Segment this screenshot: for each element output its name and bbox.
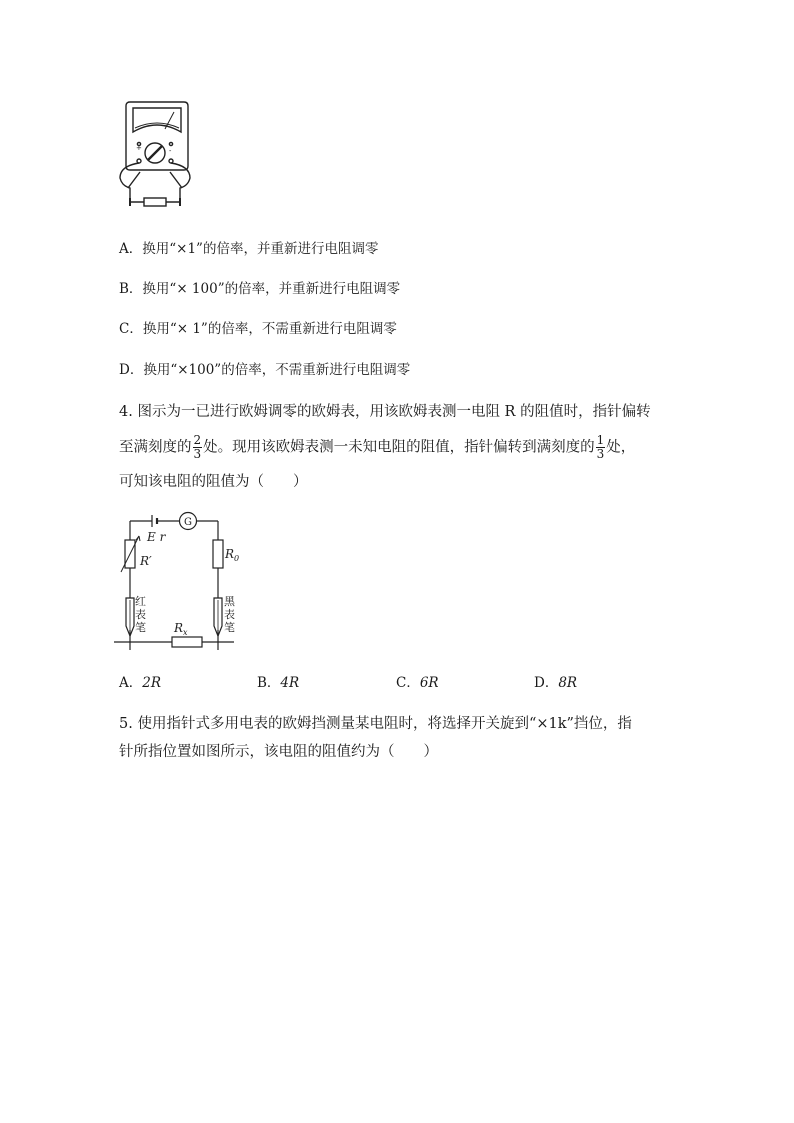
rheostat-label: R′ bbox=[140, 554, 152, 568]
q5-line-2: 针所指位置如图所示，该电阻的阻值约为（ ） bbox=[119, 744, 438, 760]
option-c[interactable] bbox=[119, 320, 397, 338]
battery-label: E r bbox=[147, 530, 166, 544]
q4-line-2-pre: 至满刻度的 bbox=[119, 439, 192, 456]
red-probe-char: 笔 bbox=[135, 621, 146, 634]
black-probe-char: 黑 bbox=[224, 595, 235, 608]
galvanometer-label: G bbox=[184, 517, 192, 528]
option-text: 换用“×100”的倍率，不需重新进行电阻调零 bbox=[143, 362, 411, 378]
choice-value: 4R bbox=[280, 675, 300, 691]
fraction-denominator: 3 bbox=[596, 447, 605, 461]
option-label: C． bbox=[119, 321, 143, 337]
red-probe-char: 表 bbox=[135, 608, 146, 621]
option-b[interactable] bbox=[119, 280, 400, 298]
red-probe-char: 红 bbox=[135, 595, 146, 608]
option-label: D． bbox=[119, 362, 144, 378]
choice-d[interactable] bbox=[534, 674, 577, 692]
svg-text:+: + bbox=[136, 144, 142, 152]
fraction-denominator: 3 bbox=[193, 447, 202, 461]
choice-b[interactable] bbox=[257, 674, 299, 692]
rx-label-subscript: x bbox=[183, 628, 188, 637]
r0-label-subscript: 0 bbox=[234, 554, 240, 563]
fraction-one-third bbox=[596, 434, 606, 461]
black-probe-char: 表 bbox=[224, 608, 235, 621]
ohmmeter-circuit bbox=[110, 508, 250, 660]
black-probe-label bbox=[224, 595, 239, 634]
rx-label: $R_x$ bbox=[174, 621, 188, 637]
choice-value: 2R bbox=[142, 675, 162, 691]
option-text: 换用“× 1”的倍率，不需重新进行电阻调零 bbox=[142, 321, 397, 337]
fraction-numerator: 2 bbox=[193, 433, 202, 447]
r0-label: $R_0$ bbox=[225, 547, 240, 563]
choice-value: 8R bbox=[558, 675, 578, 691]
option-a[interactable] bbox=[119, 240, 378, 258]
option-label: B． bbox=[119, 281, 143, 297]
option-label: A． bbox=[119, 241, 143, 257]
q5-line-1: 5. 使用指针式多用电表的欧姆挡测量某电阻时，将选择开关旋到“×1k”挡位，指 bbox=[119, 716, 632, 732]
choice-value: 6R bbox=[419, 675, 439, 691]
choice-a[interactable] bbox=[119, 674, 161, 692]
option-d[interactable] bbox=[119, 361, 410, 379]
black-probe-char: 笔 bbox=[224, 621, 235, 634]
fraction-numerator: 1 bbox=[596, 433, 605, 447]
q4-line-2 bbox=[119, 434, 635, 461]
choice-label: D． bbox=[534, 675, 559, 691]
option-text: 换用“×1”的倍率，并重新进行电阻调零 bbox=[142, 241, 379, 257]
choice-c[interactable] bbox=[396, 674, 439, 692]
red-probe-label bbox=[135, 595, 150, 634]
choice-label: C． bbox=[396, 675, 420, 691]
option-text: 换用“× 100”的倍率，并重新进行电阻调零 bbox=[142, 281, 401, 297]
multimeter-figure bbox=[114, 98, 196, 216]
q4-line-2-post: 处， bbox=[606, 439, 636, 456]
svg-text:-: - bbox=[169, 147, 172, 155]
choice-label: B． bbox=[257, 675, 281, 691]
q4-line-2-mid: 处。现用该欧姆表测一未知电阻的阻值，指针偏转到满刻度的 bbox=[203, 439, 595, 456]
q4-line-3: 可知该电阻的阻值为（ ） bbox=[119, 474, 308, 490]
choice-label: A． bbox=[119, 675, 143, 691]
fraction-two-thirds bbox=[193, 434, 203, 461]
q4-line-1: 4. 图示为一已进行欧姆调零的欧姆表，用该欧姆表测一电阻 R 的阻值时，指针偏转 bbox=[119, 404, 651, 420]
